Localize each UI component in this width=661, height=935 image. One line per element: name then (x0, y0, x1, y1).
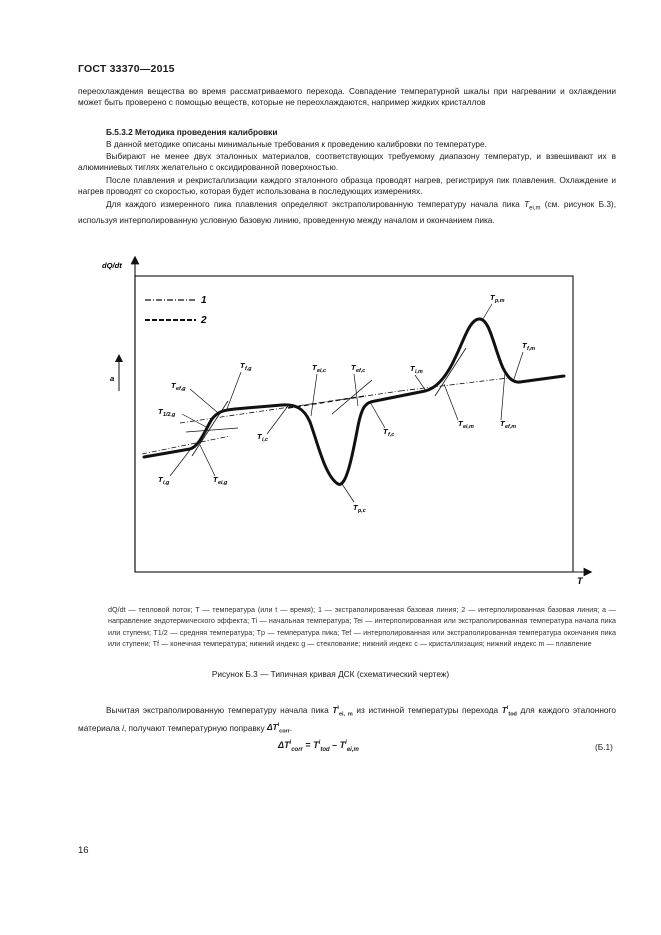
label-t-eig (213, 475, 228, 486)
p6-var: i (122, 722, 124, 733)
y-axis-label: dQ/dt (102, 261, 122, 270)
svg-text:ei,c: ei,c (317, 368, 326, 374)
svg-text:T: T (351, 363, 356, 372)
leader-t-eic (311, 374, 317, 416)
label-t-12g (158, 407, 176, 418)
p6-sym2: T (501, 704, 507, 715)
p6-text-d: , получают температурную поправку (123, 722, 267, 733)
svg-text:f,m: f,m (527, 346, 536, 352)
label-t-efm (500, 419, 516, 430)
label-t-fc (383, 427, 394, 438)
p6-sup2: i (506, 705, 509, 711)
leader-t-fm (513, 352, 523, 382)
p6-sym3: ΔT (266, 722, 278, 733)
figure-caption: Рисунок Б.3 — Типичная кривая ДСК (схематический чертеж) (211, 669, 450, 679)
leader-t-eig (200, 445, 215, 476)
svg-text:T: T (213, 475, 218, 484)
formula-eim-sup: i (345, 740, 347, 746)
label-t-pc (353, 503, 366, 514)
p6-sym1: T (332, 704, 338, 715)
p6-text-b: из истинной температуры перехода (352, 704, 502, 715)
formula-b1 (278, 740, 359, 753)
formula-corr-sub: corr (291, 746, 303, 753)
label-t-eim (458, 419, 474, 430)
paragraph-requirements: В данной методике описаны минимальные требования к проведению калибровки по температуре. (106, 139, 487, 149)
svg-text:T: T (158, 407, 163, 416)
tangent-cryst (332, 380, 372, 414)
svg-text:i,m: i,m (415, 369, 423, 375)
label-t-efg (171, 381, 186, 392)
svg-text:T: T (171, 381, 176, 390)
paragraph-correction (78, 703, 616, 738)
tangent-melt (435, 348, 466, 396)
svg-text:T: T (500, 419, 505, 428)
svg-text:f,g: f,g (245, 366, 252, 372)
paragraph-reference-materials: Выбирают не менее двух эталонных материалов, соответствующих требуемому диапазону температур, и взвешивают их в алюминиевых тиглях желательно с оксидированной поверхностью. (78, 151, 616, 173)
paragraph-heating: После плавления и рекристаллизации каждого эталонного образца проводят нагрев, регистрируя пик плавления. Охлаждение и нагрев проводят со скоростью, которая будет использована в последующих измерениях. (78, 175, 616, 197)
svg-text:ef,m: ef,m (505, 424, 517, 430)
svg-text:T: T (522, 341, 527, 350)
p5-text-a: Для каждого измеренного пика плавления определяют экстраполированную температуру начала пика (106, 199, 525, 209)
leader-t-fg (227, 372, 241, 409)
label-t-fg (240, 361, 252, 372)
midline-glass (186, 428, 238, 432)
svg-text:T: T (458, 419, 463, 428)
x-axis-label: T (577, 576, 583, 586)
formula-delta: ΔT (278, 740, 290, 750)
leader-t-eim (444, 384, 458, 420)
p6-sub3: corr (279, 729, 290, 736)
svg-text:ef,g: ef,g (176, 386, 186, 392)
svg-text:p,m: p,m (495, 298, 505, 304)
baseline-extrapolated-melt (400, 378, 508, 391)
formula-corr-sup: i (289, 740, 292, 746)
leader-t-ig (170, 450, 190, 476)
svg-text:p,c: p,c (358, 508, 366, 514)
dsc-curve-diagram (100, 256, 600, 588)
p6-sup1: i (337, 705, 339, 711)
svg-text:ef,c: ef,c (356, 368, 366, 374)
label-t-eic (312, 363, 326, 374)
legend-key-2: 2 (201, 315, 207, 326)
p5-subscript: ei,m (529, 205, 541, 212)
legend-key-1: 1 (201, 295, 207, 306)
label-t-efc (351, 363, 365, 374)
svg-text:T: T (410, 364, 415, 373)
dsc-figure (100, 256, 600, 588)
formula-tod-sub: tod (320, 746, 330, 753)
equation-number: (Б.1) (595, 742, 613, 752)
label-t-pm (490, 293, 505, 304)
svg-text:f,c: f,c (388, 432, 395, 438)
svg-text:T: T (490, 293, 495, 302)
formula-minus: – (329, 740, 340, 750)
paragraph-supercooling: переохлаждения вещества во время рассматриваемого перехода. Совпадение температурной шкалы при нагревании и охлаждении может быть проверено с помощью веществ, которые не переохлаждаются, например жидких кристаллов (78, 86, 616, 108)
leader-t-12g (182, 414, 208, 428)
p6-text-e: . (289, 722, 293, 733)
p6-sub1: ei, m (338, 711, 353, 718)
p6-text-c: для каждого эталонного материала (78, 704, 616, 733)
document-header: ГОСТ 33370—2015 (78, 63, 175, 75)
leader-t-pc (342, 484, 354, 502)
p5-text-b: (см. рисунок Б.3), используя интерполированную условную базовую линию, проведенную между началом и окончанием пика. (78, 199, 616, 225)
section-heading: Б.5.3.2 Методика проведения калибровки (106, 127, 278, 137)
svg-text:ei,m: ei,m (463, 424, 474, 430)
direction-label: a (110, 374, 115, 383)
label-t-im (410, 364, 423, 375)
label-t-ic (257, 432, 268, 443)
formula-eim-sub: ei,m (346, 746, 359, 753)
formula-tod-sup: i (318, 740, 321, 746)
svg-text:i,c: i,c (262, 437, 268, 443)
leader-t-fc (370, 402, 385, 428)
leader-t-efm (501, 372, 505, 420)
p6-text-a: Вычитая экстраполированную температуру начала пика (106, 704, 333, 715)
label-t-ig (158, 475, 170, 486)
p5-symbol: T (524, 199, 530, 209)
svg-text:T: T (353, 503, 358, 512)
formula-eq: = (302, 740, 314, 750)
svg-text:T: T (158, 475, 163, 484)
svg-text:i,g: i,g (163, 480, 170, 486)
leader-t-efg (190, 389, 217, 412)
leader-t-efc (354, 374, 358, 406)
figure-legend: dQ/dt — тепловой поток; T — температура (или t — время); 1 — экстраполированная базовая линия; 2 — интерполированная базовая линия; a — направление эндотермического эффекта; Ti — начальная температура; Tei — интерполированная или экстраполированная температура начала пика или ступени; T1/2 — средняя температура; Tp — температура пика; Tef — интерполированная или экстраполированная температура окончания пика или ступени; Tf — конечная температура; нижний индекс g — стеклование; нижний индекс c — кристаллизация; нижний индекс m — плавление (108, 605, 616, 649)
baseline-extrapolated-glass-low (142, 436, 230, 454)
formula-t2: T (339, 740, 346, 750)
svg-text:T: T (240, 361, 245, 370)
paragraph-peak-onset (78, 199, 616, 226)
svg-text:1/2,g: 1/2,g (163, 412, 176, 418)
formula-t: T (313, 740, 319, 750)
svg-text:ei,g: ei,g (218, 480, 228, 486)
p6-sup3: i (277, 722, 280, 729)
leader-t-pm (483, 304, 492, 319)
label-t-fm (522, 341, 535, 352)
tangent-glass (192, 401, 228, 456)
page-number: 16 (78, 845, 89, 856)
p6-sub2: tod (508, 711, 517, 718)
svg-text:T: T (257, 432, 262, 441)
svg-text:T: T (312, 363, 317, 372)
svg-text:T: T (383, 427, 388, 436)
